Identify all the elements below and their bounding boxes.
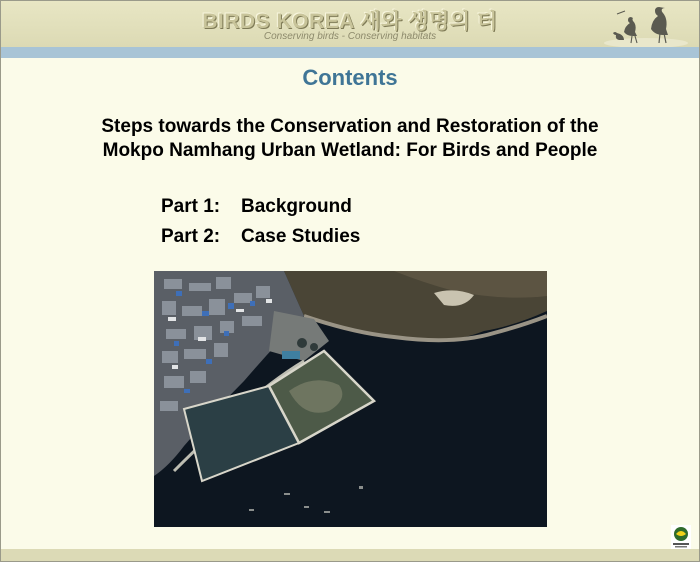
subtitle-line-2: Mokpo Namhang Urban Wetland: For Birds and People <box>102 140 598 161</box>
part-2-title: Case Studies <box>241 226 361 247</box>
part-1-number: Part 1: <box>161 196 221 217</box>
part-2-number: Part 2: <box>161 226 221 247</box>
page-title: Contents <box>302 65 398 90</box>
part-2-item <box>161 226 360 248</box>
header-subtitle: Conserving birds - Conserving habitats <box>263 31 437 42</box>
part-1-item <box>161 196 352 218</box>
birds-korea-corner-logo-icon <box>671 525 691 549</box>
part-1-title: Background <box>241 196 352 217</box>
slide-footer <box>1 549 699 561</box>
slide-subtitle <box>1 115 699 163</box>
aerial-photo-mokpo-wetland <box>154 271 547 527</box>
header-title: BIRDS KOREA 새와 생명의 터 <box>202 10 498 33</box>
slide-header <box>1 1 699 47</box>
subtitle-line-1: Steps towards the Conservation and Restoration of the <box>101 116 599 137</box>
header-band <box>1 47 699 58</box>
heron-birds-logo-icon <box>603 3 689 47</box>
